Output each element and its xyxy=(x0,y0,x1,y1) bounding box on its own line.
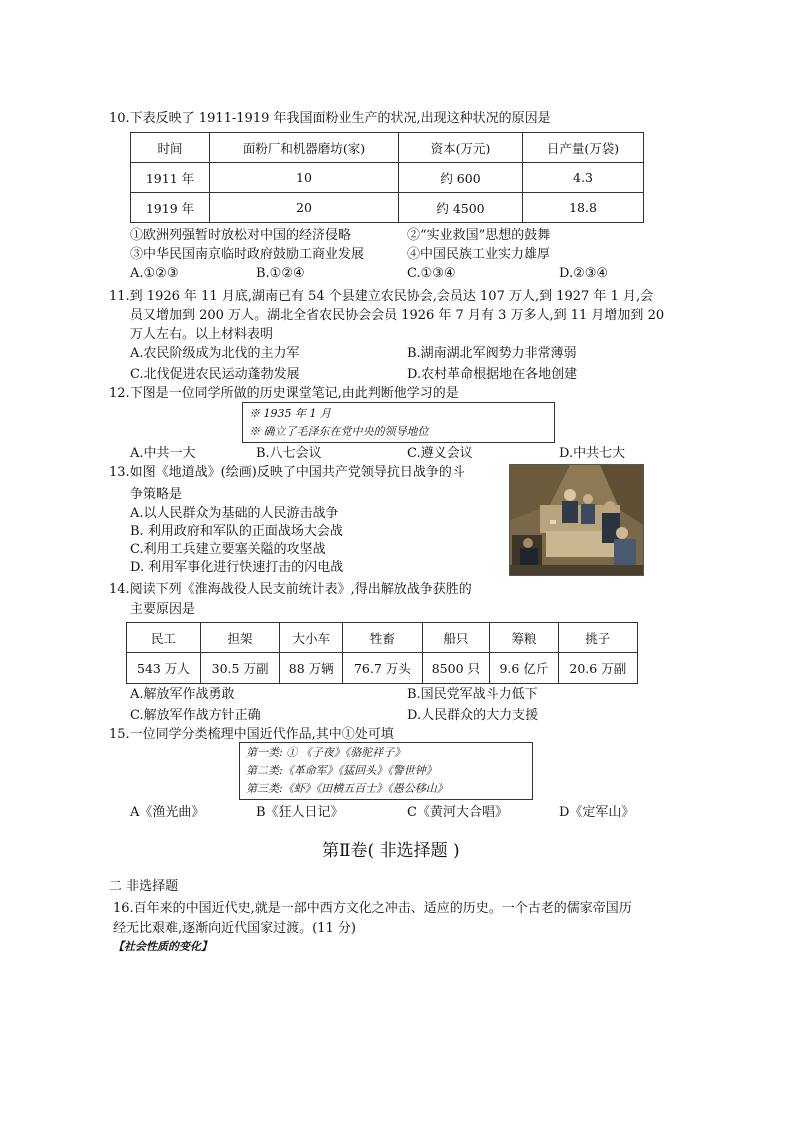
q14-cell: 20.6 万副 xyxy=(558,653,637,684)
q14-header: 船只 xyxy=(422,623,490,653)
q14-cell: 76.7 万头 xyxy=(343,653,422,684)
q14-cell: 30.5 万副 xyxy=(200,653,279,684)
q12-note-line: ※ 1935 年 1 月 xyxy=(249,407,331,420)
q10-cell: 约 600 xyxy=(399,163,523,193)
q12-note-box xyxy=(242,402,555,443)
q10-cell: 18.8 xyxy=(523,193,644,223)
q14-option-d: D.人民群众的大力支援 xyxy=(407,708,539,723)
q10-cell: 20 xyxy=(210,193,399,223)
q14-header: 民工 xyxy=(127,623,201,653)
tunnel-warfare-painting xyxy=(509,464,644,576)
q16-subheading: 【社会性质的变化】 xyxy=(113,940,212,953)
q15-option-a: A《渔光曲》 xyxy=(130,805,205,820)
q14-header: 筹粮 xyxy=(490,623,558,653)
q14-header: 担架 xyxy=(200,623,279,653)
q11-line: 万人左右。以上材料表明 xyxy=(130,327,274,342)
q13-option-c: C.利用工兵建立要塞关隘的攻坚战 xyxy=(130,542,326,557)
section-title: 第Ⅱ卷( 非选择题 ) xyxy=(322,841,460,861)
q13-option-b: B. 利用政府和军队的正面战场大会战 xyxy=(130,524,343,539)
q15-box-line: 第二类:《革命军》《猛回头》《警世钟》 xyxy=(246,764,437,777)
section-heading: 二 非选择题 xyxy=(109,879,179,894)
q15-stem: 15.一位同学分类梳理中国近代作品,其中①处可填 xyxy=(109,727,394,742)
q14-option-c: C.解放军作战方针正确 xyxy=(130,708,261,723)
q10-table xyxy=(130,132,644,223)
q10-cell: 10 xyxy=(210,163,399,193)
q15-option-d: D《定军山》 xyxy=(559,805,635,820)
q11-line: 11.到 1926 年 11 月底,湖南已有 54 个县建立农民协会,会员达 107 万人,到 1927 年 1 月,会 xyxy=(109,289,654,304)
q14-table xyxy=(126,622,638,684)
q14-option-a: A.解放军作战勇敢 xyxy=(130,687,235,702)
q13-line: 13.如图《地道战》(绘画)反映了中国共产党领导抗日战争的斗 xyxy=(109,465,465,480)
q15-option-c: C《黄河大合唱》 xyxy=(407,805,508,820)
q10-cell: 1919 年 xyxy=(131,193,210,223)
q10-statement: ④中国民族工业实力雄厚 xyxy=(407,247,551,262)
q12-stem: 12.下图是一位同学所做的历史课堂笔记,由此判断他学习的是 xyxy=(109,386,459,401)
q13-option-a: A.以人民群众为基础的人民游击战争 xyxy=(130,506,339,521)
q15-box-line: 第三类:《虾》《田横五百士》《愚公移山》 xyxy=(246,782,448,795)
q14-cell: 8500 只 xyxy=(422,653,490,684)
q14-line: 14.阅读下列《淮海战役人民支前统计表》,得出解放战争获胜的 xyxy=(109,582,472,597)
q10-stem: 10.下表反映了 1911-1919 年我国面粉业生产的状况,出现这种状况的原因是 xyxy=(109,111,551,126)
q14-cell: 88 万辆 xyxy=(280,653,343,684)
q10-cell: 约 4500 xyxy=(399,193,523,223)
q10-cell: 4.3 xyxy=(523,163,644,193)
q10-option-c: C.①③④ xyxy=(407,266,456,281)
q10-header: 面粉厂和机器磨坊(家) xyxy=(210,133,399,163)
q11-option-a: A.农民阶级成为北伐的主力军 xyxy=(130,346,300,361)
q10-header: 日产量(万袋) xyxy=(523,133,644,163)
q14-header: 挑子 xyxy=(558,623,637,653)
q11-option-d: D.农村革命根据地在各地创建 xyxy=(407,367,578,382)
q12-option-b: B.八七会议 xyxy=(256,446,322,461)
q11-line: 员又增加到 200 万人。湖北全省农民协会会员 1926 年 7 月有 3 万多人,到 11 月增加到 20 xyxy=(130,308,665,323)
q12-option-c: C.遵义会议 xyxy=(407,446,473,461)
q14-line: 主要原因是 xyxy=(130,602,196,617)
q13-line: 争策略是 xyxy=(130,487,183,502)
q15-category-box xyxy=(239,742,533,800)
q10-statement: ①欧洲列强暂时放松对中国的经济侵略 xyxy=(130,228,352,243)
q11-option-b: B.湖南湖北军阀势力非常薄弱 xyxy=(407,346,577,361)
q10-option-b: B.①②④ xyxy=(256,266,305,281)
q10-header: 资本(万元) xyxy=(399,133,523,163)
q10-cell: 1911 年 xyxy=(131,163,210,193)
q10-statement: ②“实业救国”思想的鼓舞 xyxy=(407,228,551,243)
q12-option-d: D.中共七大 xyxy=(559,446,626,461)
painting-image xyxy=(510,465,643,575)
q16-line: 16.百年来的中国近代史,就是一部中西方文化之冲击、适应的历史。一个古老的儒家帝国历 xyxy=(113,901,632,916)
q14-cell: 543 万人 xyxy=(127,653,201,684)
q10-statement: ③中华民国南京临时政府鼓励工商业发展 xyxy=(130,247,365,262)
q15-option-b: B《狂人日记》 xyxy=(256,805,344,820)
q16-line: 经无比艰难,逐渐向近代国家过渡。(11 分) xyxy=(113,921,356,936)
q11-option-c: C.北伐促进农民运动蓬勃发展 xyxy=(130,367,300,382)
q10-option-a: A.①②③ xyxy=(130,266,179,281)
q14-cell: 9.6 亿斤 xyxy=(490,653,558,684)
q10-option-d: D.②③④ xyxy=(559,266,609,281)
q10-header: 时间 xyxy=(131,133,210,163)
q14-header: 大小车 xyxy=(280,623,343,653)
q15-box-line: 第一类: ① 《子夜》《骆驼祥子》 xyxy=(246,746,406,759)
q14-option-b: B.国民党军战斗力低下 xyxy=(407,687,538,702)
q12-note-line: ※ 确立了毛泽东在党中央的领导地位 xyxy=(249,425,429,438)
q14-header: 牲畜 xyxy=(343,623,422,653)
q12-option-a: A.中共一大 xyxy=(130,446,196,461)
q13-option-d: D. 利用军事化进行快速打击的闪电战 xyxy=(130,560,344,575)
